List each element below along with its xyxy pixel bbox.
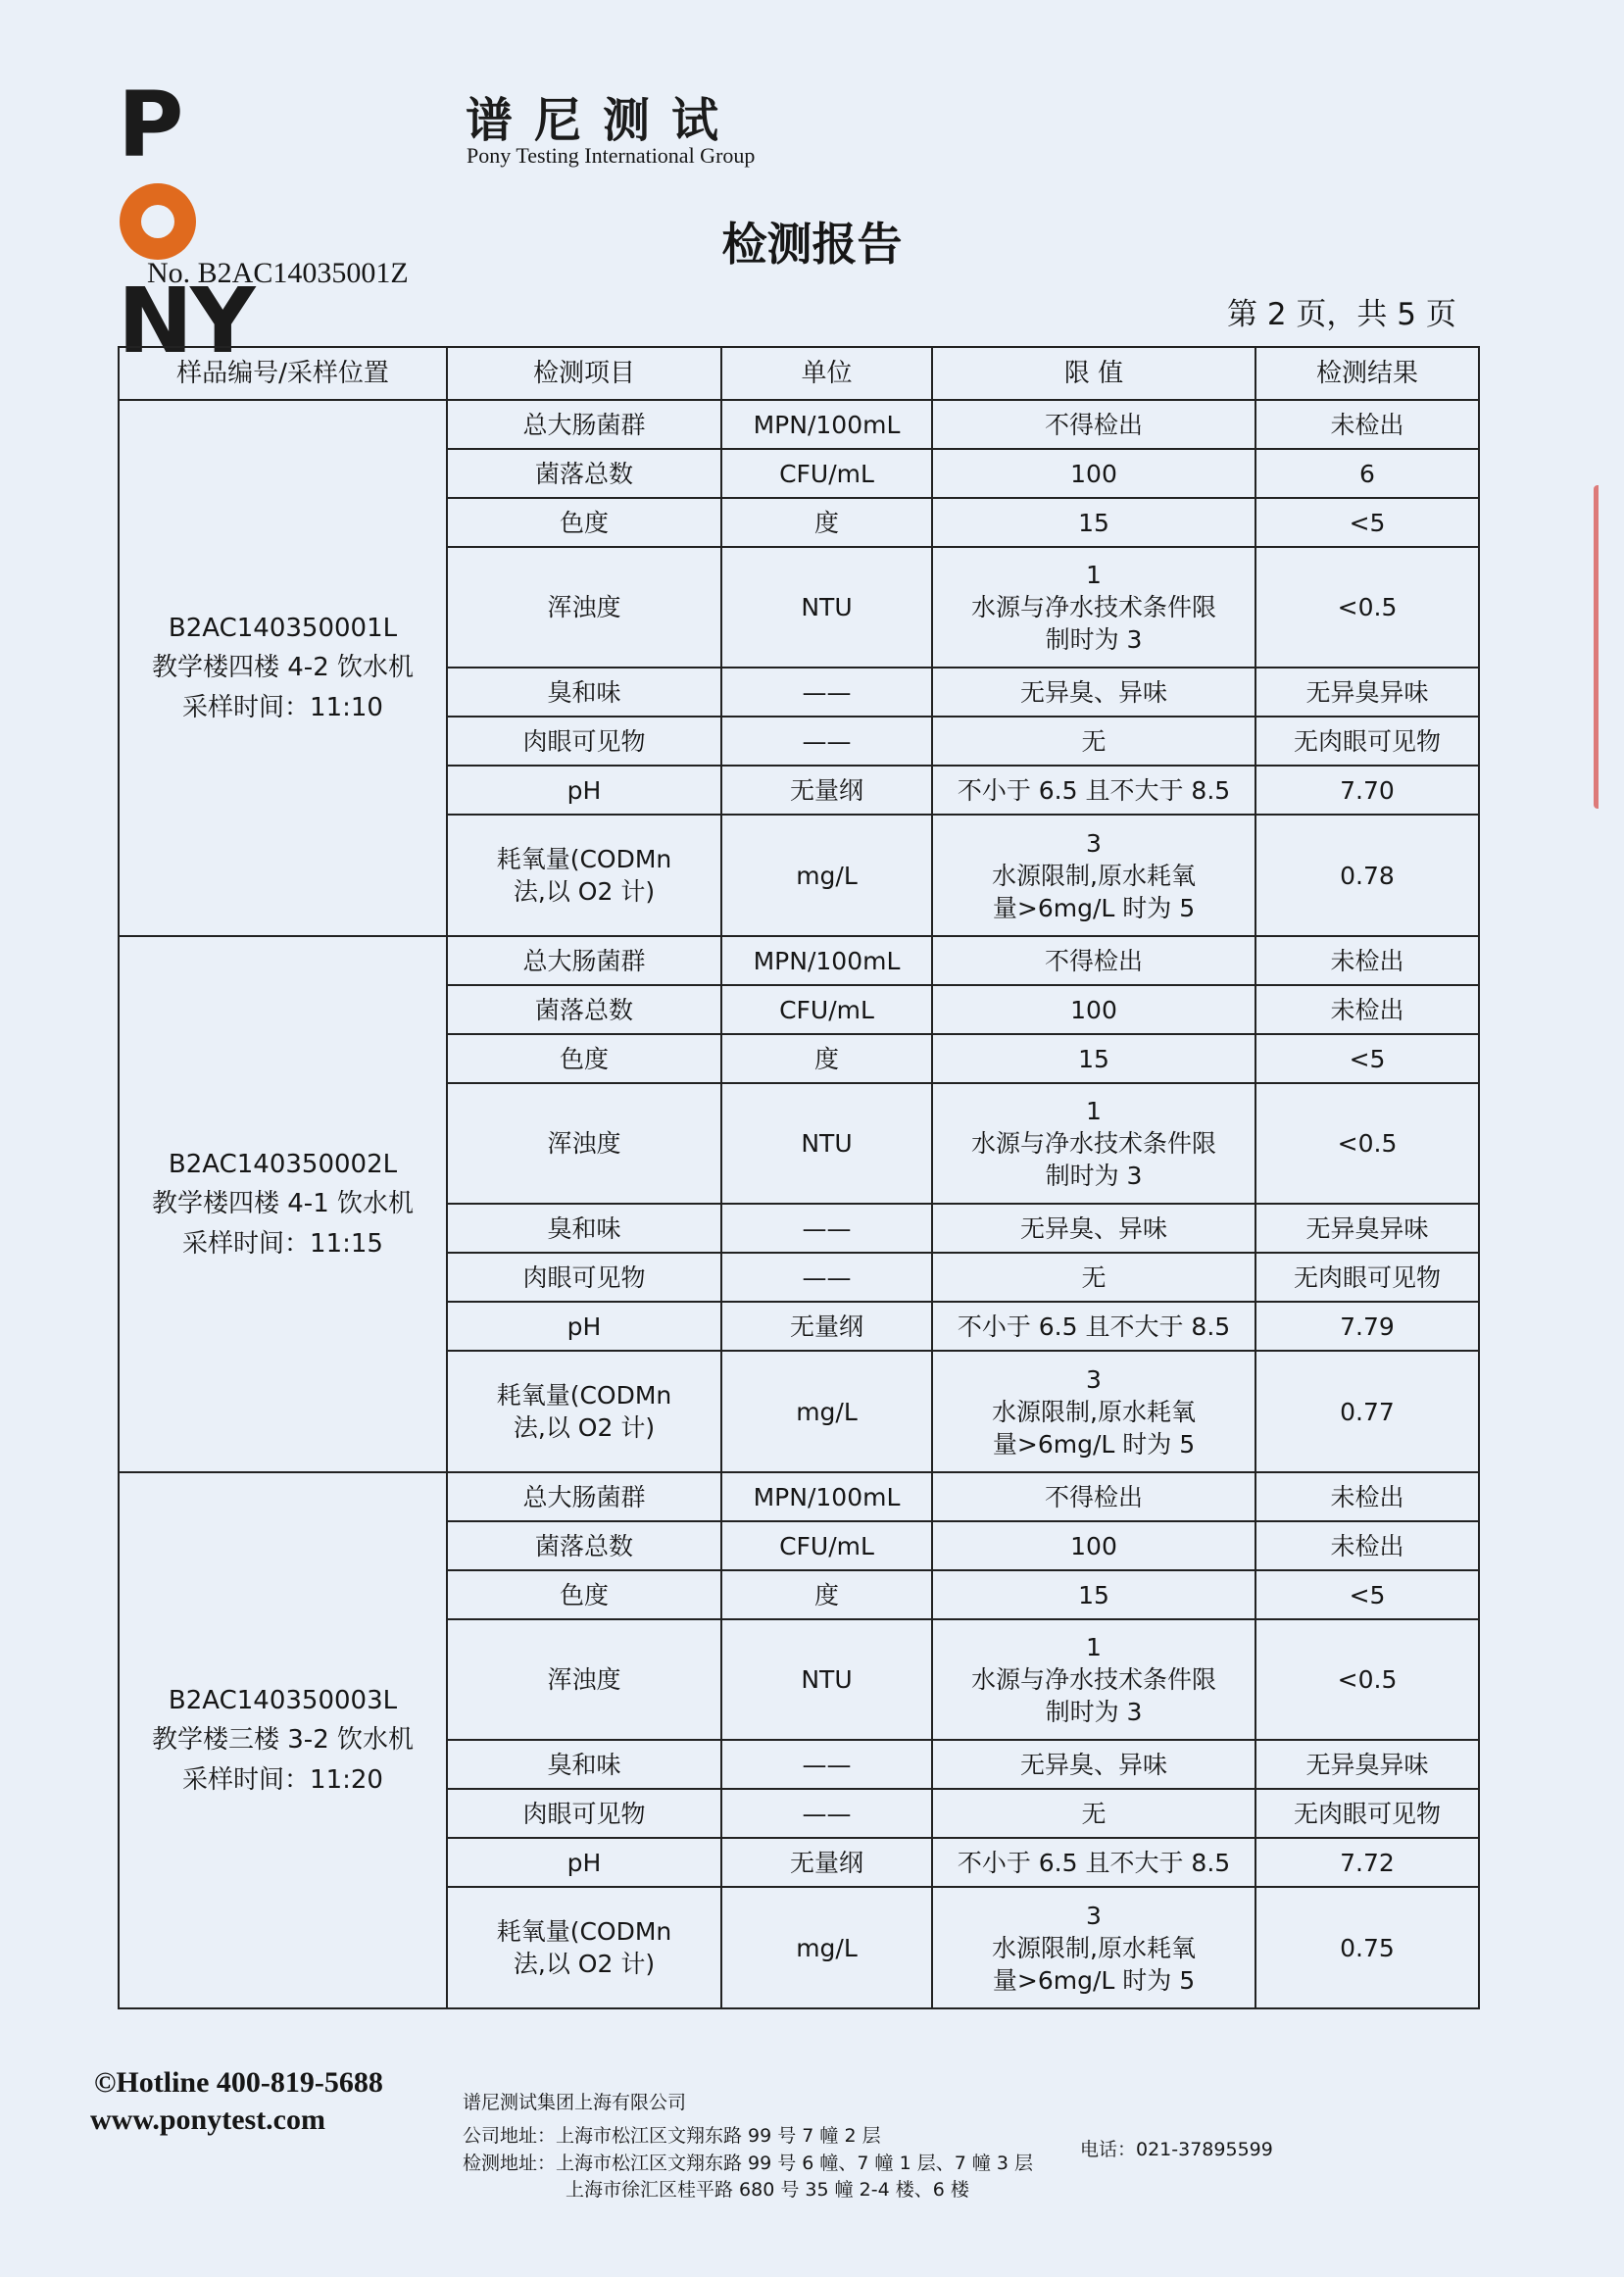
logo-company-cn: 谱尼测试	[466, 93, 741, 148]
limit-cell: 1 水源与净水技术条件限 制时为 3	[932, 547, 1255, 668]
limit-cell: 1 水源与净水技术条件限 制时为 3	[932, 1083, 1255, 1204]
test-item-cell: 总大肠菌群	[447, 1472, 721, 1521]
limit-cell: 不得检出	[932, 936, 1255, 985]
limit-cell: 15	[932, 498, 1255, 547]
header-sample: 样品编号/采样位置	[119, 347, 447, 400]
result-cell: <5	[1255, 498, 1479, 547]
result-cell: 6	[1255, 449, 1479, 498]
header-result: 检测结果	[1255, 347, 1479, 400]
logo-company-en: Pony Testing International Group	[467, 143, 756, 168]
test-item-cell: 色度	[447, 1034, 721, 1083]
limit-cell: 1 水源与净水技术条件限 制时为 3	[932, 1619, 1255, 1740]
unit-cell: ——	[721, 668, 932, 717]
sample-info-cell: B2AC140350002L 教学楼四楼 4-1 饮水机 采样时间：11:15	[119, 936, 447, 1472]
unit-cell: ——	[721, 1204, 932, 1253]
header-item: 检测项目	[447, 347, 721, 400]
test-item-cell: pH	[447, 1838, 721, 1887]
result-cell: <0.5	[1255, 1083, 1479, 1204]
limit-cell: 3 水源限制,原水耗氧 量>6mg/L 时为 5	[932, 1351, 1255, 1472]
seam-stamp-mark	[1594, 485, 1620, 809]
result-cell: 无异臭异味	[1255, 668, 1479, 717]
result-cell: <0.5	[1255, 547, 1479, 668]
unit-cell: 无量纲	[721, 1302, 932, 1351]
test-item-cell: 肉眼可见物	[447, 1253, 721, 1302]
footer-address	[463, 2123, 1033, 2204]
limit-cell: 15	[932, 1034, 1255, 1083]
result-cell: 无肉眼可见物	[1255, 1789, 1479, 1838]
test-item-cell: 臭和味	[447, 668, 721, 717]
unit-cell: mg/L	[721, 815, 932, 936]
result-cell: 无肉眼可见物	[1255, 717, 1479, 766]
unit-cell: 无量纲	[721, 1838, 932, 1887]
limit-cell: 100	[932, 1521, 1255, 1570]
unit-cell: 度	[721, 498, 932, 547]
result-cell: 7.72	[1255, 1838, 1479, 1887]
unit-cell: ——	[721, 717, 932, 766]
unit-cell: CFU/mL	[721, 1521, 932, 1570]
limit-cell: 15	[932, 1570, 1255, 1619]
company-address: 公司地址：上海市松江区文翔东路 99 号 7 幢 2 层	[463, 2125, 881, 2147]
unit-cell: NTU	[721, 547, 932, 668]
result-cell: 未检出	[1255, 1472, 1479, 1521]
limit-cell: 100	[932, 985, 1255, 1034]
limit-cell: 不得检出	[932, 400, 1255, 449]
results-table	[118, 346, 1480, 2009]
limit-cell: 无	[932, 1789, 1255, 1838]
result-cell: 未检出	[1255, 985, 1479, 1034]
website: www.ponytest.com	[90, 2104, 325, 2136]
table-row	[119, 936, 1479, 985]
result-cell: <0.5	[1255, 1619, 1479, 1740]
test-item-cell: 耗氧量(CODMn 法,以 O2 计)	[447, 1351, 721, 1472]
report-title: 检测报告	[721, 218, 903, 271]
unit-cell: MPN/100mL	[721, 1472, 932, 1521]
test-item-cell: 总大肠菌群	[447, 400, 721, 449]
unit-cell: CFU/mL	[721, 985, 932, 1034]
lab-address: 检测地址：上海市松江区文翔东路 99 号 6 幢、7 幢 1 层、7 幢 3 层	[463, 2152, 1034, 2174]
logo-wordmark: PNY	[118, 73, 253, 373]
limit-cell: 3 水源限制,原水耗氧 量>6mg/L 时为 5	[932, 815, 1255, 936]
limit-cell: 不得检出	[932, 1472, 1255, 1521]
hotline: ©Hotline 400-819-5688	[94, 2066, 383, 2099]
result-cell: 0.78	[1255, 815, 1479, 936]
limit-cell: 无异臭、异味	[932, 668, 1255, 717]
test-item-cell: 耗氧量(CODMn 法,以 O2 计)	[447, 1887, 721, 2008]
unit-cell: 度	[721, 1570, 932, 1619]
unit-cell: NTU	[721, 1619, 932, 1740]
unit-cell: 度	[721, 1034, 932, 1083]
result-cell: 未检出	[1255, 1521, 1479, 1570]
unit-cell: MPN/100mL	[721, 400, 932, 449]
limit-cell: 3 水源限制,原水耗氧 量>6mg/L 时为 5	[932, 1887, 1255, 2008]
limit-cell: 无异臭、异味	[932, 1204, 1255, 1253]
limit-cell: 无	[932, 717, 1255, 766]
unit-cell: ——	[721, 1789, 932, 1838]
test-item-cell: 耗氧量(CODMn 法,以 O2 计)	[447, 815, 721, 936]
table-header-row	[119, 347, 1479, 400]
test-item-cell: pH	[447, 766, 721, 815]
header-unit: 单位	[721, 347, 932, 400]
test-item-cell: 色度	[447, 498, 721, 547]
result-cell: 无异臭异味	[1255, 1204, 1479, 1253]
test-item-cell: 肉眼可见物	[447, 717, 721, 766]
limit-cell: 无异臭、异味	[932, 1740, 1255, 1789]
result-cell: 7.70	[1255, 766, 1479, 815]
result-cell: 无肉眼可见物	[1255, 1253, 1479, 1302]
test-item-cell: 肉眼可见物	[447, 1789, 721, 1838]
test-item-cell: 菌落总数	[447, 449, 721, 498]
table-row	[119, 400, 1479, 449]
test-item-cell: 色度	[447, 1570, 721, 1619]
result-cell: <5	[1255, 1034, 1479, 1083]
result-cell: <5	[1255, 1570, 1479, 1619]
test-item-cell: 浑浊度	[447, 547, 721, 668]
test-item-cell: 菌落总数	[447, 1521, 721, 1570]
limit-cell: 不小于 6.5 且不大于 8.5	[932, 1838, 1255, 1887]
result-cell: 无异臭异味	[1255, 1740, 1479, 1789]
lab-address-2: 上海市徐汇区桂平路 680 号 35 幢 2-4 楼、6 楼	[566, 2179, 969, 2202]
test-item-cell: 菌落总数	[447, 985, 721, 1034]
results-table-body	[119, 400, 1479, 2008]
unit-cell: mg/L	[721, 1887, 932, 2008]
test-item-cell: 总大肠菌群	[447, 936, 721, 985]
page-indicator: 第 2 页，共 5 页	[1227, 297, 1456, 332]
footer-phone: 电话：021-37895599	[1080, 2139, 1273, 2160]
header-limit: 限 值	[932, 347, 1255, 400]
unit-cell: ——	[721, 1253, 932, 1302]
result-cell: 未检出	[1255, 400, 1479, 449]
limit-cell: 不小于 6.5 且不大于 8.5	[932, 1302, 1255, 1351]
limit-cell: 无	[932, 1253, 1255, 1302]
test-item-cell: 臭和味	[447, 1204, 721, 1253]
unit-cell: NTU	[721, 1083, 932, 1204]
result-cell: 0.75	[1255, 1887, 1479, 2008]
report-number: No. B2AC14035001Z	[147, 257, 409, 289]
table-row	[119, 1472, 1479, 1521]
test-item-cell: 臭和味	[447, 1740, 721, 1789]
result-cell: 7.79	[1255, 1302, 1479, 1351]
limit-cell: 100	[932, 449, 1255, 498]
unit-cell: ——	[721, 1740, 932, 1789]
sample-info-cell: B2AC140350001L 教学楼四楼 4-2 饮水机 采样时间：11:10	[119, 400, 447, 936]
unit-cell: MPN/100mL	[721, 936, 932, 985]
footer-company-name: 谱尼测试集团上海有限公司	[463, 2092, 687, 2113]
result-cell: 0.77	[1255, 1351, 1479, 1472]
limit-cell: 不小于 6.5 且不大于 8.5	[932, 766, 1255, 815]
result-cell: 未检出	[1255, 936, 1479, 985]
test-item-cell: pH	[447, 1302, 721, 1351]
test-item-cell: 浑浊度	[447, 1619, 721, 1740]
unit-cell: CFU/mL	[721, 449, 932, 498]
unit-cell: mg/L	[721, 1351, 932, 1472]
unit-cell: 无量纲	[721, 766, 932, 815]
test-item-cell: 浑浊度	[447, 1083, 721, 1204]
sample-info-cell: B2AC140350003L 教学楼三楼 3-2 饮水机 采样时间：11:20	[119, 1472, 447, 2008]
